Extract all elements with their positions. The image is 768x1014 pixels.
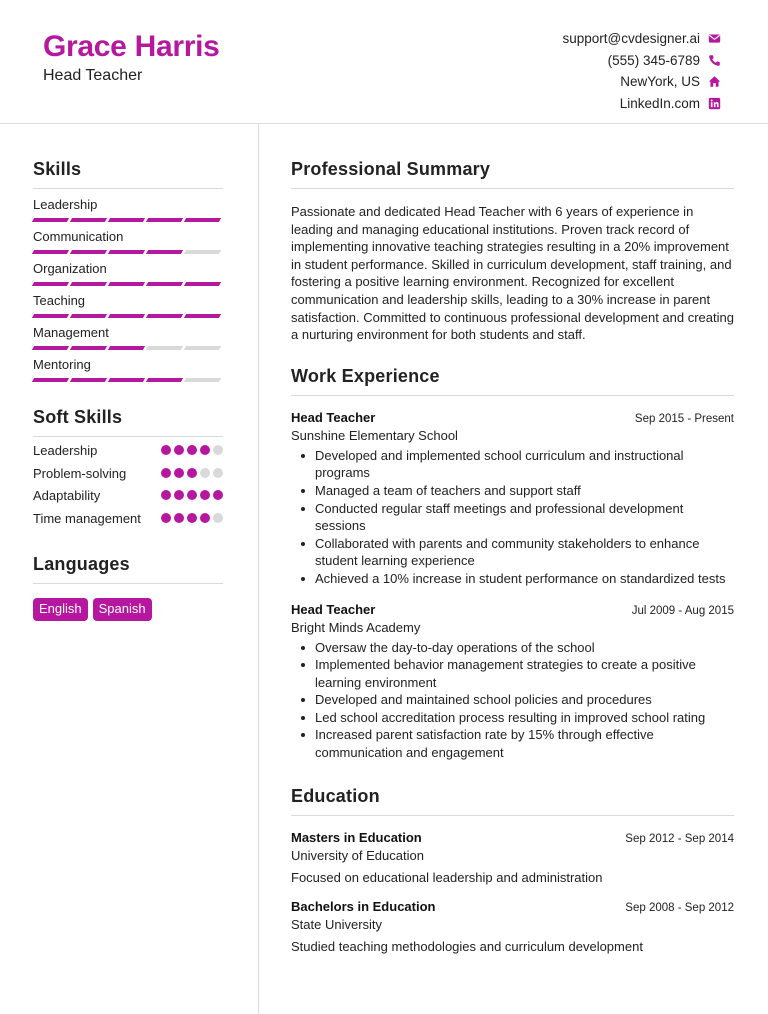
languages-section (33, 554, 223, 621)
candidate-name: Grace Harris (43, 30, 220, 63)
skill-label: Communication (33, 229, 124, 244)
education-divider (291, 815, 734, 816)
job-bullet: Managed a team of teachers and support staff (315, 482, 734, 500)
soft-skill-rating (161, 513, 223, 523)
contact-phone-text: (555) 345-6789 (607, 52, 700, 68)
home-icon (708, 75, 721, 88)
job-title: Head Teacher (291, 601, 376, 617)
contact-location-text: NewYork, US (620, 74, 700, 90)
education-school: State University (291, 916, 383, 932)
education-date: Sep 2008 - Sep 2012 (625, 901, 734, 914)
languages-title: Languages (33, 554, 130, 574)
rating-dot (200, 445, 210, 455)
rating-dot (200, 513, 210, 523)
skill-level-segment (32, 218, 69, 222)
skill-level-segment (108, 218, 145, 222)
job-title: Head Teacher (291, 409, 376, 425)
soft-skill-item (33, 442, 223, 460)
education-description: Studied teaching methodologies and curriculum development (291, 938, 643, 954)
contact-email[interactable] (562, 28, 721, 50)
rating-dot (187, 513, 197, 523)
contact-location[interactable] (562, 71, 721, 93)
rating-dot (174, 490, 184, 500)
education-degree: Masters in Education (291, 829, 422, 845)
skill-level-segment (146, 218, 183, 222)
skill-level-segment (70, 218, 107, 222)
skill-level-segment (70, 346, 107, 350)
rating-dot (200, 490, 210, 500)
soft-skill-item (33, 487, 223, 505)
rating-dot (161, 468, 171, 478)
rating-dot (174, 513, 184, 523)
soft-skills-section (33, 407, 223, 527)
education-section (291, 786, 734, 954)
skill-level-segment (108, 346, 145, 350)
jobs-list (291, 410, 734, 762)
job-organization: Sunshine Elementary School (291, 427, 458, 443)
mail-icon (708, 32, 721, 45)
skill-level-segment (70, 378, 107, 382)
candidate-role: Head Teacher (43, 67, 143, 84)
rating-dot (161, 490, 171, 500)
skill-level-segment (70, 250, 107, 254)
skill-level-segment (184, 282, 221, 286)
summary-section (291, 159, 734, 344)
contact-linkedin-text: LinkedIn.com (619, 95, 700, 111)
contact-phone[interactable] (562, 50, 721, 72)
skill-level-bar (33, 250, 223, 254)
job-bullet: Implemented behavior management strategies to create a positive learning environment (315, 656, 734, 691)
job-bullet: Led school accreditation process resulting in improved school rating (315, 709, 734, 727)
skill-level-segment (32, 378, 69, 382)
skill-level-bar (33, 218, 223, 222)
skill-level-segment (70, 314, 107, 318)
skill-level-segment (184, 378, 221, 382)
rating-dot (161, 445, 171, 455)
soft-skills-title: Soft Skills (33, 407, 123, 427)
education-list (291, 830, 734, 954)
skill-label: Organization (33, 261, 107, 276)
skill-level-bar (33, 282, 223, 286)
soft-skill-label: Leadership (33, 443, 98, 458)
education-description: Focused on educational leadership and administration (291, 869, 603, 885)
skill-item (33, 197, 223, 222)
skill-item (33, 293, 223, 318)
rating-dot (187, 490, 197, 500)
rating-dot (174, 468, 184, 478)
rating-dot (161, 513, 171, 523)
skill-level-segment (32, 346, 69, 350)
skill-level-segment (108, 378, 145, 382)
skill-item (33, 357, 223, 382)
rating-dot (187, 468, 197, 478)
contact-linkedin[interactable] (562, 93, 721, 115)
soft-skill-label: Problem-solving (33, 465, 127, 481)
contact-list (562, 28, 721, 114)
languages-list (33, 598, 223, 621)
skill-level-segment (184, 314, 221, 318)
language-tag: English (33, 598, 88, 621)
job-organization: Bright Minds Academy (291, 619, 421, 635)
skill-item (33, 261, 223, 286)
job-header (291, 410, 734, 425)
job-bullet: Achieved a 10% increase in student performance on standardized tests (315, 570, 734, 588)
skill-level-bar (33, 314, 223, 318)
experience-section (291, 366, 734, 762)
soft-skill-item (33, 510, 223, 528)
contact-email-text: support@cvdesigner.ai (562, 31, 700, 47)
skills-list (33, 197, 223, 382)
skill-level-segment (32, 282, 69, 286)
soft-skills-divider (33, 436, 223, 437)
job-bullet: Oversaw the day-to-day operations of the school (315, 639, 734, 657)
languages-divider (33, 583, 223, 584)
job-bullets (291, 639, 734, 762)
job-entry (291, 602, 734, 762)
education-entry (291, 899, 734, 954)
soft-skills-list (33, 442, 223, 527)
job-header (291, 602, 734, 617)
summary-divider (291, 188, 734, 189)
summary-text: Passionate and dedicated Head Teacher with 6 years of experience in leading and managing educational institutions. Proven track record of implementing innovative teaching strategies resulting in a 20% improvement in student performance. Skilled in curriculum development, staff training, and fostering a positive learning environment. Recognized for excellent communication and leadership skills, leading to a 30% increase in parent satisfaction. Committed to continuous professional development and creating a nurturing environment for both students and staff. (291, 204, 734, 343)
education-header (291, 830, 734, 845)
phone-icon (708, 54, 721, 67)
skill-level-segment (70, 282, 107, 286)
experience-divider (291, 395, 734, 396)
skill-level-segment (184, 250, 221, 254)
rating-dot (213, 513, 223, 523)
skill-level-segment (108, 314, 145, 318)
rating-dot (187, 445, 197, 455)
education-date: Sep 2012 - Sep 2014 (625, 832, 734, 845)
skill-item (33, 229, 223, 254)
rating-dot (174, 445, 184, 455)
job-bullets (291, 447, 734, 588)
experience-title: Work Experience (291, 365, 440, 386)
education-degree: Bachelors in Education (291, 898, 436, 914)
skill-label: Teaching (33, 293, 86, 308)
soft-skill-label: Time management (33, 510, 141, 526)
rating-dot (200, 468, 210, 478)
column-divider (258, 124, 259, 1014)
language-tag: Spanish (93, 598, 152, 621)
job-bullet: Developed and implemented school curriculum and instructional programs (315, 447, 734, 482)
skills-divider (33, 188, 223, 189)
skill-level-segment (146, 250, 183, 254)
skill-level-segment (184, 218, 221, 222)
education-entry (291, 830, 734, 885)
soft-skill-rating (161, 468, 223, 478)
skill-level-segment (32, 314, 69, 318)
job-bullet: Collaborated with parents and community stakeholders to enhance student learning experience (315, 535, 734, 570)
skills-title: Skills (33, 159, 82, 179)
linkedin-icon (708, 97, 721, 110)
job-date: Sep 2015 - Present (634, 412, 734, 425)
skill-level-segment (184, 346, 221, 350)
soft-skill-rating (161, 445, 223, 455)
skill-level-segment (146, 314, 183, 318)
job-bullet: Developed and maintained school policies and procedures (315, 691, 734, 709)
skill-level-segment (32, 250, 69, 254)
resume-header (0, 0, 768, 124)
summary-title: Professional Summary (291, 159, 491, 179)
job-bullet: Conducted regular staff meetings and professional development sessions (315, 500, 734, 535)
soft-skill-item (33, 465, 223, 483)
skill-label: Leadership (33, 197, 98, 212)
soft-skill-label: Adaptability (33, 488, 101, 503)
skill-level-segment (146, 282, 183, 286)
left-column (33, 124, 223, 621)
skills-section (33, 159, 223, 382)
skill-label: Mentoring (33, 357, 91, 372)
job-date: Jul 2009 - Aug 2015 (631, 604, 734, 617)
skill-level-segment (146, 346, 183, 350)
soft-skill-rating (161, 490, 223, 500)
skill-level-bar (33, 346, 223, 350)
rating-dot (213, 445, 223, 455)
skill-item (33, 325, 223, 350)
skill-level-segment (146, 378, 183, 382)
rating-dot (213, 490, 223, 500)
skill-level-segment (108, 250, 145, 254)
education-school: University of Education (291, 847, 424, 863)
education-title: Education (291, 785, 380, 806)
skill-level-segment (108, 282, 145, 286)
job-entry (291, 410, 734, 588)
skill-label: Management (33, 325, 109, 340)
rating-dot (213, 468, 223, 478)
skill-level-bar (33, 378, 223, 382)
education-header (291, 899, 734, 914)
right-column (291, 124, 734, 954)
job-bullet: Increased parent satisfaction rate by 15% through effective communication and engagement (315, 726, 734, 761)
